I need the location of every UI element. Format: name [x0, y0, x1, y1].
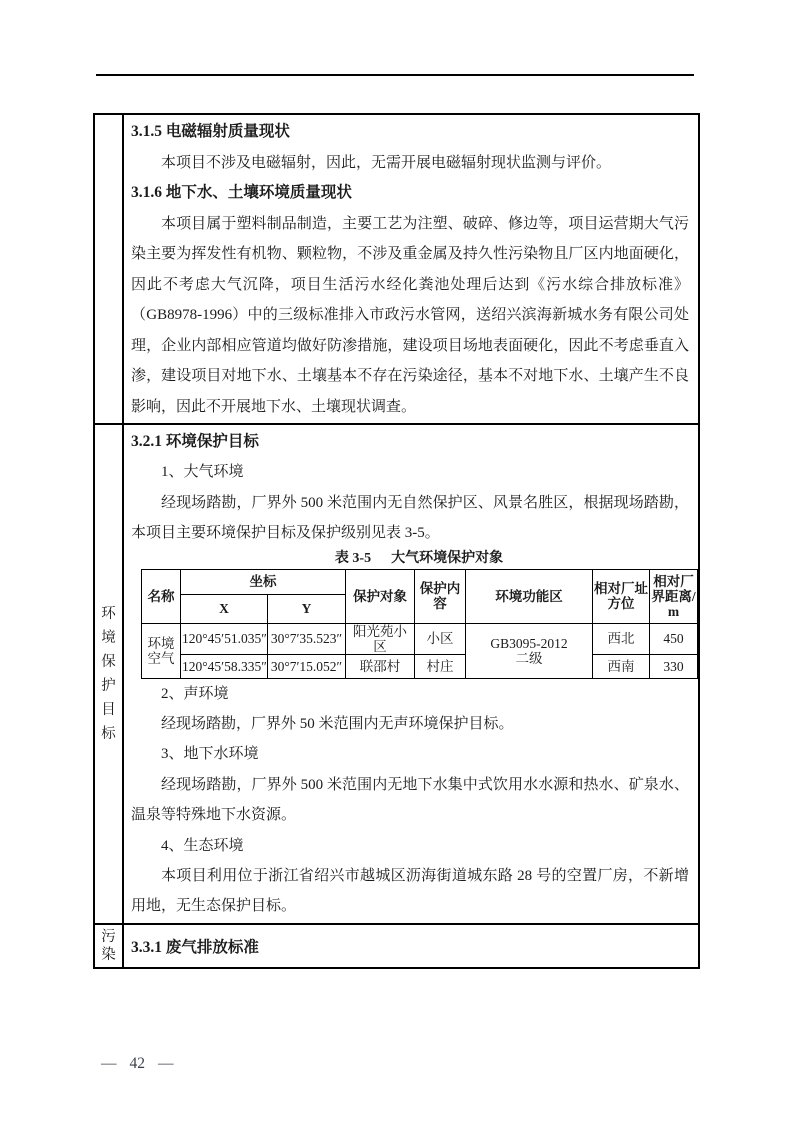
para-noise-env: 经现场踏勘，厂界外 50 米范围内无声环境保护目标。	[161, 716, 514, 733]
cell-object-2: 联邵村	[346, 654, 415, 678]
cell-distance-1: 450	[650, 623, 698, 654]
sidebar-cell-empty	[95, 115, 124, 425]
cell-direction-1: 西北	[593, 623, 650, 654]
para-3-1-5: 本项目不涉及电磁辐射，因此，无需开展电磁辐射现状监测与评价。	[161, 154, 612, 171]
col-header-direction: 相对厂址方位	[593, 569, 650, 623]
header-rule	[96, 74, 694, 76]
table-row	[142, 654, 698, 678]
cell-y-1: 30°7′35.523″	[268, 623, 346, 654]
cell-x-2: 120°45′58.335″	[181, 654, 268, 678]
cell-x-1: 120°45′51.035″	[181, 623, 268, 654]
col-header-x: X	[181, 594, 268, 623]
subheading-air-env: 1、大气环境	[161, 464, 244, 481]
cell-y-2: 30°7′15.052″	[268, 654, 346, 678]
subheading-groundwater-env: 3、地下水环境	[161, 746, 259, 763]
cell-zone-line2: 二级	[515, 650, 543, 666]
para-air-env: 经现场踏勘，厂界外 500 米范围内无自然保护区、风景名胜区，根据现场踏勘，本项目主要环境保护目标及保护级别见表 3-5。	[131, 494, 689, 542]
heading-3-2-1: 3.2.1 环境保护目标	[131, 433, 259, 450]
cell-content-2: 村庄	[415, 654, 466, 678]
table-3-5-caption	[141, 549, 697, 569]
col-header-y: Y	[268, 594, 346, 623]
col-header-object: 保护对象	[346, 569, 415, 623]
cell-object-1: 阳光苑小区	[346, 623, 415, 654]
cell-direction-2: 西南	[593, 654, 650, 678]
col-header-distance: 相对厂界距离/m	[650, 569, 698, 623]
sidebar-env-protection-targets	[95, 425, 124, 925]
footer-right-dash: —	[158, 1055, 174, 1072]
table-caption-title: 大气环境保护对象	[391, 550, 504, 566]
cell-content-1: 小区	[415, 623, 466, 654]
subheading-eco-env: 4、生态环境	[161, 837, 244, 854]
footer-left-dash: —	[101, 1055, 117, 1072]
cell-distance-2: 330	[650, 654, 698, 678]
table-caption-label: 表 3-5	[334, 550, 372, 566]
subheading-noise-env: 2、声环境	[161, 685, 229, 702]
heading-3-1-5: 3.1.5 电磁辐射质量现状	[131, 123, 290, 140]
section-protection-targets	[124, 425, 698, 925]
sidebar-pollution	[95, 925, 124, 967]
para-eco-env: 本项目利用位于浙江省绍兴市越城区沥海街道城东路 28 号的空置厂房，不新增用地，无生态保护目标。	[131, 868, 689, 915]
table-row	[142, 623, 698, 654]
col-header-content: 保护内容	[415, 569, 466, 623]
table-3-5	[141, 569, 698, 679]
para-3-1-6: 本项目属于塑料制品制造，主要工艺为注塑、破碎、修边等，项目运营期大气污染主要为挥发性有机物、颗粒物，不涉及重金属及持久性污染物且厂区内地面硬化，因此不考虑大气沉降，项目生活污水经化粪池处理后达到《污水综合排放标准》（GB8978-1996）中的三级标准排入市政污水管网，送绍兴滨海新城水务有限公司处理，企业内部相应管道均做好防渗措施，建设项目场地表面硬化，因此不考虑垂直入渗，建设项目对地下水、土壤基本不存在污染途径，基本不对地下水、土壤产生不良影响，因此不开展地下水、土壤现状调查。	[131, 215, 689, 415]
sidebar-label-pollution: 污染	[101, 928, 116, 963]
section-emission-standards	[124, 925, 698, 967]
col-header-coords: 坐标	[181, 569, 346, 594]
cell-zone-line1: GB3095-2012	[490, 635, 568, 651]
heading-3-3-1: 3.3.1 废气排放标准	[131, 939, 259, 956]
document-table	[93, 113, 700, 969]
cell-group-name: 环境空气	[142, 623, 181, 678]
cell-zone	[466, 623, 593, 678]
heading-3-1-6: 3.1.6 地下水、土壤环境质量现状	[131, 184, 352, 201]
footer-page-number: 42	[129, 1055, 145, 1072]
col-header-zone: 环境功能区	[466, 569, 593, 623]
sidebar-label-env-protection: 环境保护目标	[101, 606, 116, 742]
section-current-status	[124, 115, 698, 425]
col-header-name: 名称	[142, 569, 181, 623]
page-footer	[101, 1055, 174, 1073]
para-groundwater-env: 经现场踏勘，厂界外 500 米范围内无地下水集中式饮用水水源和热水、矿泉水、温泉等特殊地下水资源。	[131, 776, 689, 824]
